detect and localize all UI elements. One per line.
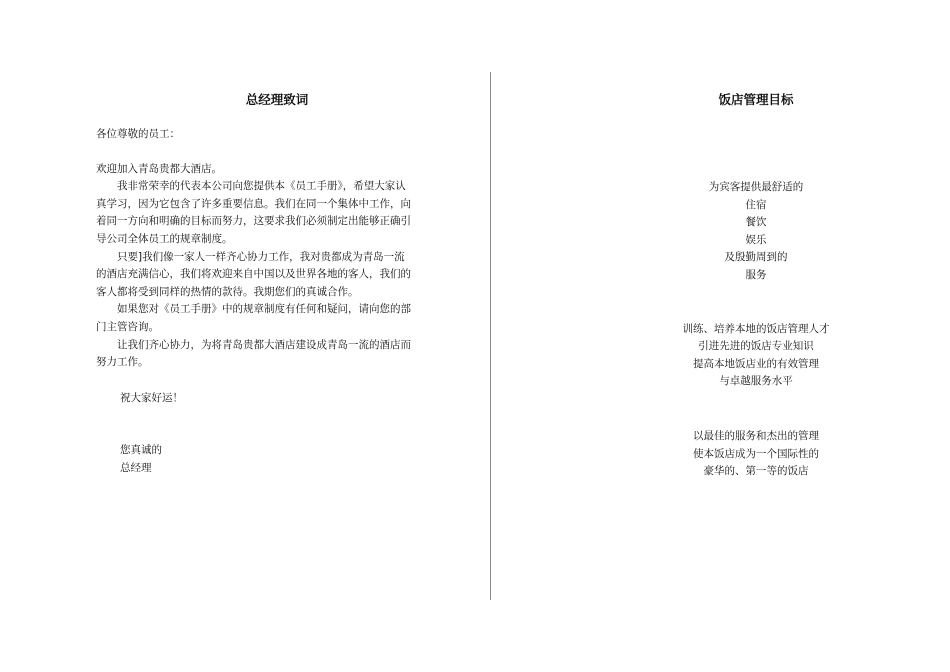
goal-group-service xyxy=(556,179,950,285)
letter-closing: 您真诚的 xyxy=(120,444,162,457)
goal-line: 豪华的、第一等的饭店 xyxy=(703,465,809,478)
goal-group-talent xyxy=(556,321,950,391)
goal-line: 餐饮 xyxy=(745,216,767,229)
letter-salutation: 各位尊敬的员工： xyxy=(96,128,180,140)
letter-wish: 祝大家好运！ xyxy=(120,391,183,404)
letter-paragraph-2 xyxy=(96,249,458,302)
paragraph-line: 真学习，因为它包含了许多重要信息。我们在同一个集体中工作，向 xyxy=(96,197,411,210)
letter-paragraph-4 xyxy=(96,337,458,372)
goal-line: 引进先进的饭店专业知识 xyxy=(698,340,814,353)
paragraph-line: 着同一方向和明确的目标而努力，这要求我们必须制定出能够正确引 xyxy=(96,215,411,228)
goal-group-international xyxy=(556,428,950,481)
goal-line: 服务 xyxy=(745,268,767,281)
goal-line: 及殷勤周到的 xyxy=(724,251,788,264)
goal-line: 为宾客提供最舒适的 xyxy=(708,181,804,193)
goal-line: 训练、培养本地的饭店管理人才 xyxy=(682,322,830,335)
paragraph-line: 客人都将受到同样的热情的款待。我期您们的真诚合作。 xyxy=(96,285,359,298)
goal-line: 使本饭店成为一个国际性的 xyxy=(693,447,819,460)
paragraph-line: 让我们齐心协力，为将青岛贵都大酒店建设成青岛一流的酒店而 xyxy=(117,338,411,351)
paragraph-line: 的酒店充满信心，我们将欢迎来自中国以及世界各地的客人，我们的 xyxy=(96,268,411,281)
paragraph-line: 只要]我们像一家人一样齐心协力工作，我对贵都成为青岛一流 xyxy=(117,250,405,263)
paragraph-line: 导公司全体员工的规章制度。 xyxy=(96,232,233,245)
hotel-management-goals xyxy=(556,91,950,481)
paragraph-line: 如果您对《员工手册》中的规章制度有任何和疑问，请向您的部 xyxy=(117,303,411,316)
page-divider xyxy=(490,72,491,600)
goal-line: 提高本地饭店业的有效管理 xyxy=(693,357,819,370)
goal-line: 与卓越服务水平 xyxy=(719,375,793,388)
letter-signature: 总经理 xyxy=(120,461,152,474)
paragraph-line: 努力工作。 xyxy=(96,356,149,369)
letter-welcome: 欢迎加入青岛贵都大酒店。 xyxy=(96,162,222,175)
goal-line: 以最佳的服务和杰出的管理 xyxy=(693,429,819,442)
letter-paragraph-1 xyxy=(96,178,458,248)
letter-title: 总经理致词 xyxy=(245,92,309,107)
general-manager-letter xyxy=(96,91,458,478)
goals-title: 饭店管理目标 xyxy=(718,92,794,107)
paragraph-line: 我非常荣幸的代表本公司向您提供本《员工手册》，希望大家认 xyxy=(117,180,406,193)
paragraph-line: 门主管咨询。 xyxy=(96,320,159,333)
letter-paragraph-3 xyxy=(96,301,458,336)
goal-line: 娱乐 xyxy=(745,233,767,246)
goal-line: 住宿 xyxy=(745,198,767,211)
